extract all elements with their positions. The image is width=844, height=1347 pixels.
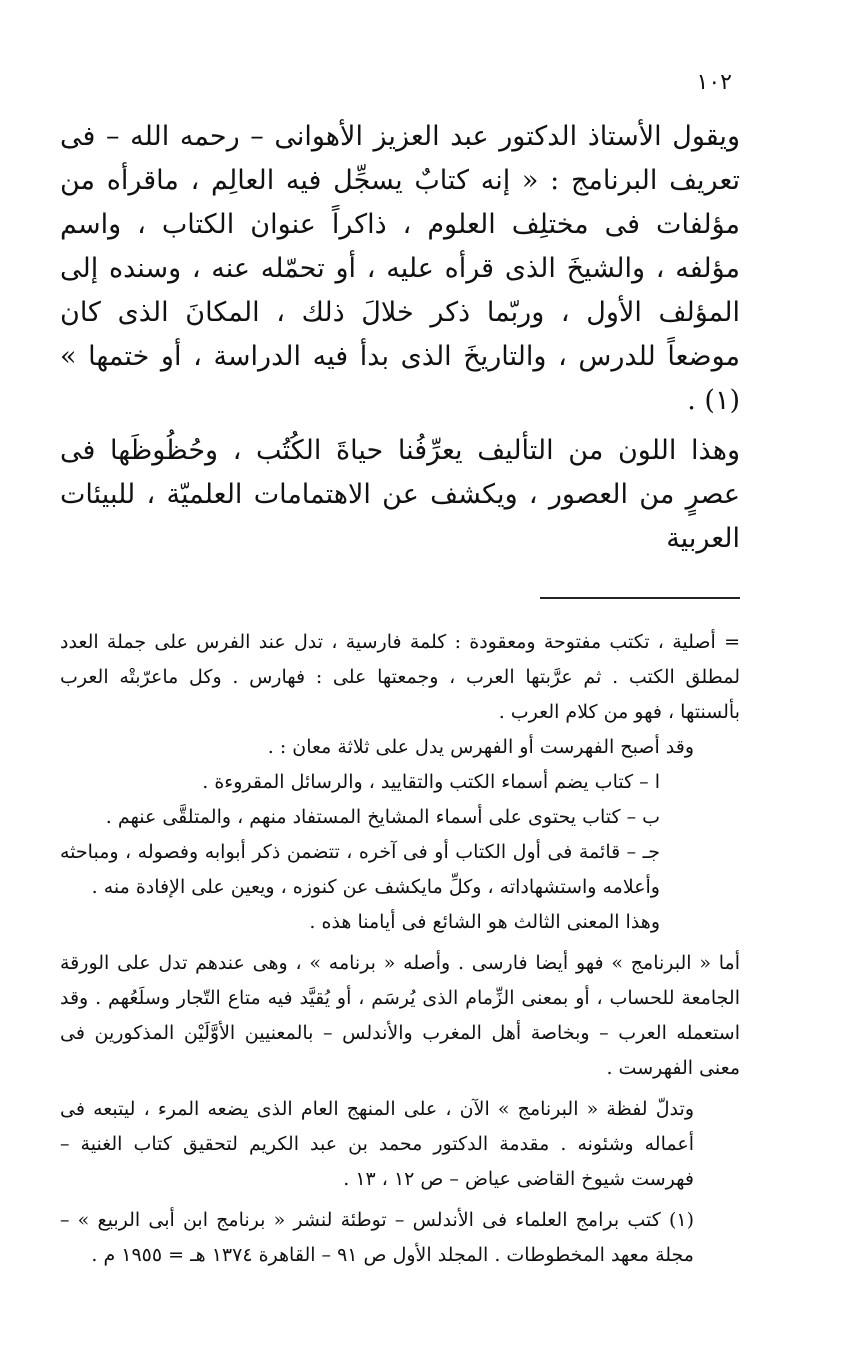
footnote-line: وهذا المعنى الثالث هو الشائع فى أيامنا هذه . <box>309 911 660 933</box>
book-page <box>60 70 740 1273</box>
main-paragraph: ويقول الأستاذ الدكتور عبد العزيز الأهوانى – رحمه الله – فى تعريف البرنامج : « إنه كتابٌ يسجِّل فيه العالِم ، ماقرأه من مؤلفات فى مختلِف العلوم ، ذاكراً عنوان الكتاب ، واسم مؤلفه ، والشيخَ الذى قرأه عليه ، أو تحمّله عنه ، وسنده إلى المؤلف الأول ، وربّما ذكر خلالَ ذلك ، المكانَ الذى كان موضعاً للدرس ، والتاريخَ الذى بدأ فيه الدراسة ، أو ختمها » (١) . <box>60 121 740 416</box>
page-number: ١٠٢ <box>696 70 732 95</box>
footnotes <box>60 625 740 1273</box>
footnote-paragraph: وتدلّ لفظة « البرنامج » الآن ، على المنهج العام الذى يضعه المرء ، ليتبعه فى أعماله وشئونه . مقدمة الدكتور محمد بن عبد الكريم لتحقيق كتاب الغنية – فهرست شيوخ القاضى عياض – ص ١٢ ، ١٣ . <box>60 1098 694 1190</box>
footnote-paragraph: أما « البرنامج » فهو أيضا فارسى . وأصله « برنامه » ، وهى عندهم تدل على الورقة الجامعة للحساب ، أو بمعنى الزِّمام الذى يُرسَم ، أو يُقيَّد فيه متاع التّجار وسلَعُهم . وقد استعمله العرب – وبخاصة أهل المغرب والأندلس – بالمعنيين الأوَّلَيْن المذكورين فى معنى الفهرست . <box>60 952 740 1079</box>
main-text <box>60 115 740 561</box>
footnote-list-item: جـ – قائمة فى أول الكتاب أو فى آخره ، تتضمن ذكر أبوابه وفصوله ، ومباحثه وأعلامه واستشهاداته ، وكلِّ مايكشف عن كنوزه ، ويعين على الإفادة منه . <box>60 841 660 898</box>
footnote-continuation: = أصلية ، تكتب مفتوحة ومعقودة : كلمة فارسية ، تدل عند الفرس على جملة العدد لمطلق الكتب . ثم عرَّبتها العرب ، وجمعتها على : فهارس . وكل ماعرّبتْه العرب بألسنتها ، فهو من كلام العرب . <box>60 631 740 723</box>
footnote-list-item: ا – كتاب يضم أسماء الكتب والتقاييد ، والرسائل المقروءة . <box>202 771 660 793</box>
footnote-list-item: ب – كتاب يحتوى على أسماء المشايخ المستفاد منهم ، والمتلقَّى عنهم . <box>105 806 660 828</box>
footnote-citation: (١) كتب برامج العلماء فى الأندلس – توطئة لنشر « برنامج ابن أبى الربيع » – مجلة معهد المخطوطات . المجلد الأول ص ٩١ – القاهرة ١٣٧٤ هـ = ١٩٥٥ م . <box>60 1209 694 1266</box>
main-paragraph: وهذا اللون من التأليف يعرِّفُنا حياةَ الكُتُب ، وحُظُوظَها فى عصرٍ من العصور ، ويكشف عن الاهتمامات العلميّة ، للبيئات العربية <box>60 435 740 554</box>
footnote-line: وقد أصبح الفهرست أو الفهرس يدل على ثلاثة معان : . <box>267 736 694 758</box>
footnote-separator <box>540 597 740 599</box>
